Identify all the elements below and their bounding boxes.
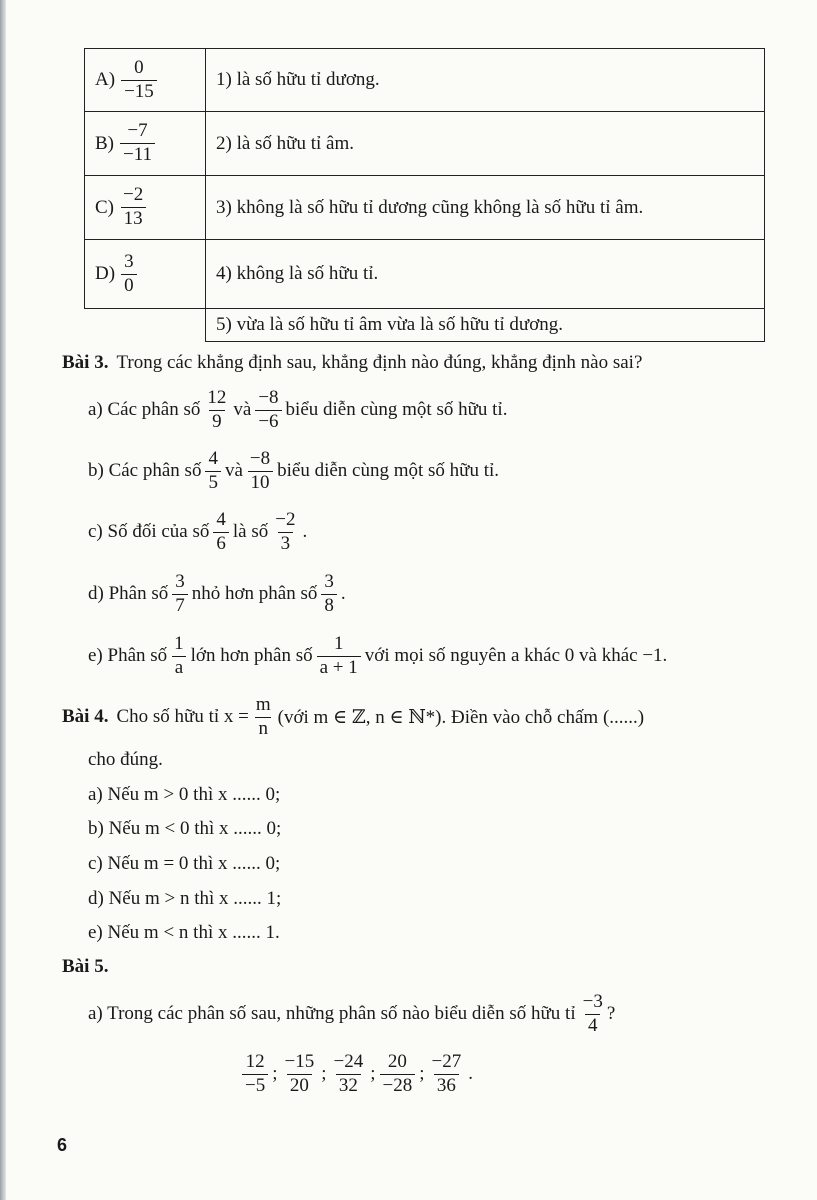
table-right-cell-2: 2) là số hữu tỉ âm. bbox=[205, 111, 765, 176]
fraction: $\frac{1}{a + 1}$ bbox=[317, 634, 361, 678]
fraction: $\frac{-2}{3}$ bbox=[275, 509, 296, 554]
exercise-3d: d) Phân số $\frac{3}{7}$ nhỏ hơn phân số $\frac{3}{8}$ . bbox=[88, 571, 346, 616]
table-right-cell-4: 4) không là số hữu tỉ. bbox=[205, 239, 765, 309]
fraction: $\frac{3}{0}$ bbox=[121, 252, 137, 296]
exercise-4-heading-cont: cho đúng. bbox=[88, 749, 163, 770]
exercise-3c: c) Số đối của số $\frac{4}{6}$ là số $\frac{-2}{3}$ . bbox=[88, 509, 308, 554]
fraction: $\frac{-2}{13}$ bbox=[120, 185, 146, 229]
exercise-4-heading: Bài 4. Cho số hữu tỉ x = $\frac{m}{n}$ (với m ∈ ℤ, n ∈ ℕ*). Điền vào chỗ chấm (......) bbox=[62, 694, 645, 739]
fraction: $\frac{m}{n}$ bbox=[255, 694, 271, 739]
exercise-4c: c) Nếu m = 0 thì x ...... 0; bbox=[88, 853, 281, 874]
fraction: $\frac{12}{9}$ bbox=[207, 387, 227, 432]
exercise-3e: e) Phân số $\frac{1}{a}$ lớn hơn phân số $\frac{1}{a + 1}$ với mọi số nguyên a khác 0 và khác −1. bbox=[88, 633, 668, 678]
matching-table bbox=[84, 48, 765, 342]
exercise-3-heading: Bài 3. Trong các khẳng định sau, khẳng định nào đúng, khẳng định nào sai? bbox=[62, 352, 643, 373]
fraction: $\frac{-15}{20}$ bbox=[284, 1051, 315, 1096]
fraction: $\frac{-3}{4}$ bbox=[582, 991, 603, 1036]
table-right-cell-3: 3) không là số hữu tỉ dương cũng không là số hữu tỉ âm. bbox=[205, 175, 765, 240]
exercise-4e: e) Nếu m < n thì x ...... 1. bbox=[88, 922, 280, 943]
table-left-cell-c: C) $\frac{-2}{13}$ bbox=[84, 175, 206, 240]
fraction: $\frac{-27}{36}$ bbox=[431, 1051, 462, 1096]
table-right-cell-1: 1) là số hữu tỉ dương. bbox=[205, 48, 765, 112]
exercise-4a: a) Nếu m > 0 thì x ...... 0; bbox=[88, 784, 281, 805]
fraction: $\frac{20}{-28}$ bbox=[380, 1052, 416, 1096]
fraction: $\frac{3}{8}$ bbox=[321, 572, 337, 616]
table-left-cell-a: A) $\frac{0}{-15}$ bbox=[84, 48, 206, 112]
exercise-5-heading: Bài 5. bbox=[62, 956, 109, 977]
exercise-3b: b) Các phân số $\frac{4}{5}$ và $\frac{-8}{10}$ biểu diễn cùng một số hữu tỉ. bbox=[88, 448, 500, 493]
exercise-4b: b) Nếu m < 0 thì x ...... 0; bbox=[88, 818, 282, 839]
fraction: $\frac{-8}{10}$ bbox=[247, 449, 273, 493]
fraction: $\frac{1}{a}$ bbox=[171, 634, 187, 678]
fraction: $\frac{3}{7}$ bbox=[172, 572, 188, 616]
page-number: 6 bbox=[57, 1135, 68, 1155]
book-spine-edge bbox=[0, 0, 6, 1200]
fraction: $\frac{-7}{-11}$ bbox=[120, 121, 155, 165]
exercise-4d: d) Nếu m > n thì x ...... 1; bbox=[88, 888, 282, 909]
exercise-5a-fraction-list: $\frac{12}{-5}$ ; $\frac{-15}{20}$ ; $\frac{-24}{32}$ ; $\frac{20}{-28}$ ; $\frac{-27}{36}$ . bbox=[238, 1052, 473, 1096]
exercise-3a: a) Các phân số $\frac{12}{9}$ và $\frac{-8}{-6}$ biểu diễn cùng một số hữu tỉ. bbox=[88, 387, 508, 432]
table-left-cell-d: D) $\frac{3}{0}$ bbox=[84, 239, 206, 309]
fraction: $\frac{-8}{-6}$ bbox=[255, 388, 281, 432]
exercise-5a: a) Trong các phân số sau, những phân số nào biểu diễn số hữu tỉ $\frac{-3}{4}$ ? bbox=[88, 991, 616, 1036]
fraction: $\frac{12}{-5}$ bbox=[242, 1052, 268, 1096]
fraction: $\frac{4}{6}$ bbox=[213, 510, 229, 554]
fraction: $\frac{0}{-15}$ bbox=[121, 58, 157, 102]
fraction: $\frac{4}{5}$ bbox=[205, 449, 221, 493]
table-right-cell-5: 5) vừa là số hữu tỉ âm vừa là số hữu tỉ dương. bbox=[205, 308, 765, 342]
fraction: $\frac{-24}{32}$ bbox=[333, 1051, 364, 1096]
table-left-cell-b: B) $\frac{-7}{-11}$ bbox=[84, 111, 206, 176]
